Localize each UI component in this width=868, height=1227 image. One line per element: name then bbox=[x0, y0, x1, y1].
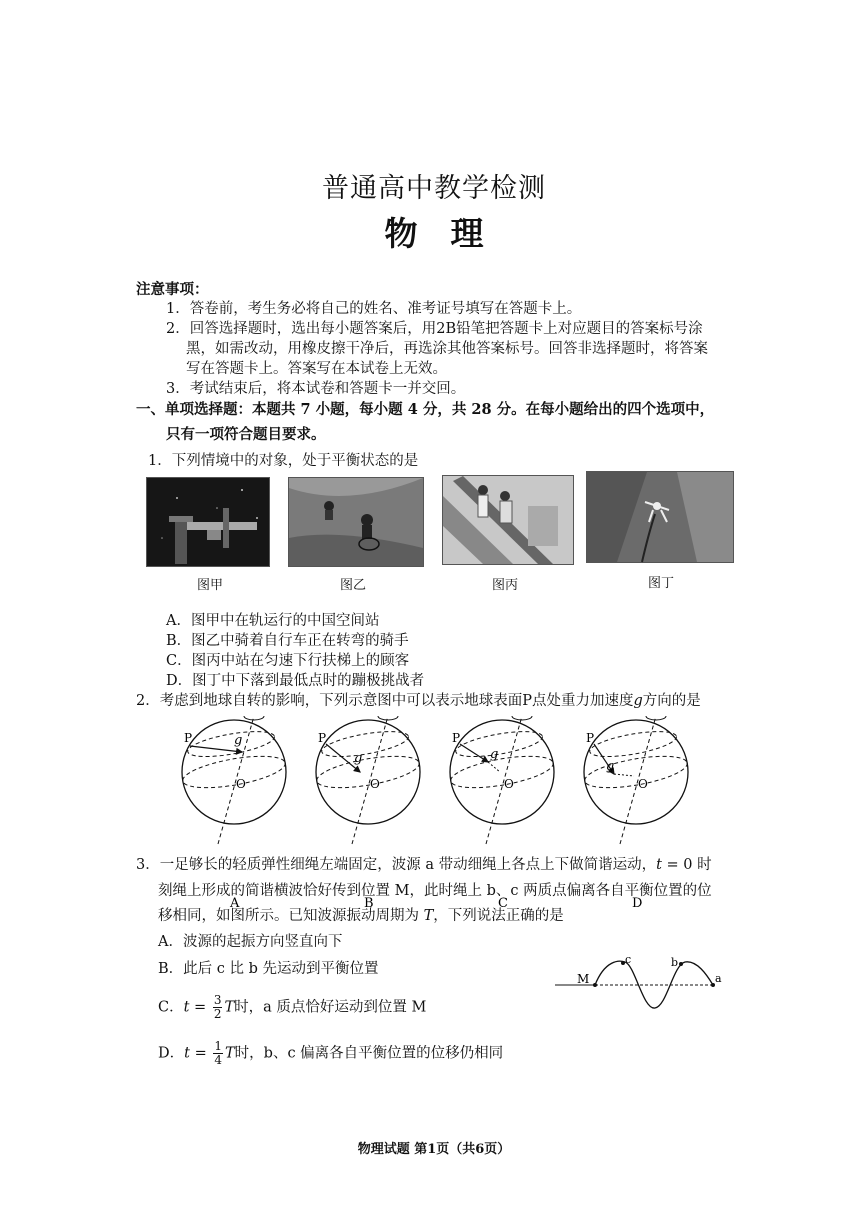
photo-caption-yi: 图乙 bbox=[340, 578, 367, 593]
q1-stem: 1．下列情境中的对象，处于平衡状态的是 bbox=[148, 453, 419, 469]
q3-stem-line2: 刻绳上形成的简谐横波恰好传到位置 M，此时绳上 b、c 两质点偏离各自平衡位置的位 bbox=[158, 883, 712, 899]
escalator-photo bbox=[442, 475, 574, 565]
wave-diagram bbox=[555, 950, 735, 1020]
q3-option-b: B．此后 c 比 b 先运动到平衡位置 bbox=[158, 961, 379, 977]
section-heading: 一、单项选择题：本题共 7 小题，每小题 4 分，共 28 分。在每小题给出的四个选项中， bbox=[136, 401, 715, 418]
fraction-one-quarter: $\frac{1}{4}$ bbox=[214, 1039, 222, 1067]
q3-option-c: C．t = $\frac{3}{2}$ T时，a 质点恰好运动到位置 M bbox=[158, 993, 427, 1021]
notice-item-2-cont: 黑，如需改动，用橡皮擦干净后，再选涂其他答案标号。回答非选择题时，将答案 bbox=[186, 341, 708, 357]
space-station-photo bbox=[146, 477, 270, 567]
q1-option-b: B．图乙中骑着自行车正在转弯的骑手 bbox=[166, 633, 409, 649]
svg-text:g: g bbox=[354, 751, 363, 766]
fraction-three-halves: $\frac{3}{2}$ bbox=[213, 993, 222, 1021]
wave-label-c: c bbox=[625, 953, 632, 966]
svg-text:P: P bbox=[586, 731, 595, 745]
label-o: O bbox=[236, 777, 246, 791]
q3-option-a: A．波源的起振方向竖直向下 bbox=[158, 934, 343, 950]
wave-label-m: M bbox=[577, 972, 590, 986]
q3-option-d: D．t = $\frac{1}{4}$ T时，b、c 偏离各自平衡位置的位移仍相同 bbox=[158, 1039, 504, 1067]
photo-caption-bing: 图丙 bbox=[492, 578, 519, 593]
svg-text:O: O bbox=[370, 777, 380, 791]
choice-c: C bbox=[498, 896, 508, 911]
notice-item-2-cont2: 写在答题卡上。答案写在本试卷上无效。 bbox=[186, 361, 447, 377]
q3-stem-line3: 移相同，如图所示。已知波源振动周期为 T，下列说法正确的是 bbox=[158, 908, 564, 924]
cyclists-photo bbox=[288, 477, 424, 567]
wave-label-a: a bbox=[715, 972, 722, 985]
svg-text:O: O bbox=[504, 777, 514, 791]
q1-option-c: C．图丙中站在匀速下行扶梯上的顾客 bbox=[166, 653, 410, 669]
choice-a: A bbox=[230, 896, 240, 911]
choice-d: D bbox=[632, 896, 643, 911]
label-p: P bbox=[184, 731, 193, 745]
svg-text:P: P bbox=[318, 731, 327, 745]
photo-caption-ding: 图丁 bbox=[648, 576, 675, 591]
svg-text:g: g bbox=[606, 759, 615, 774]
choice-b: B bbox=[364, 896, 374, 911]
q1-option-d: D．图丁中下落到最低点时的蹦极挑战者 bbox=[166, 673, 425, 689]
wave-label-b: b bbox=[671, 956, 679, 969]
bungee-photo bbox=[586, 471, 734, 563]
svg-text:g: g bbox=[490, 747, 499, 762]
exam-title: 普通高中教学检测 bbox=[322, 173, 546, 204]
notice-heading: 注意事项： bbox=[136, 281, 209, 298]
q3-stem-line1: 3．一足够长的轻质弹性细绳左端固定，波源 a 带动细绳上各点上下做简谐运动，t = 0 时 bbox=[136, 857, 712, 873]
page-footer: 物理试题 第1页（共6页） bbox=[357, 1142, 511, 1157]
svg-text:P: P bbox=[452, 731, 461, 745]
q2-stem: 2．考虑到地球自转的影响，下列示意图中可以表示地球表面P点处重力加速度g方向的是 bbox=[136, 693, 701, 709]
subject-title: 物 理 bbox=[384, 214, 484, 253]
photo-caption-jia: 图甲 bbox=[197, 578, 224, 593]
section-heading-cont: 只有一项符合题目要求。 bbox=[166, 426, 326, 443]
notice-item-1: 1．答卷前，考生务必将自己的姓名、准考证号填写在答题卡上。 bbox=[166, 301, 582, 317]
notice-item-2: 2．回答选择题时，选出每小题答案后，用2B铅笔把答题卡上对应题目的答案标号涂 bbox=[166, 321, 703, 337]
svg-text:O: O bbox=[638, 777, 648, 791]
label-g: g bbox=[234, 733, 243, 748]
q1-option-a: A．图甲中在轨运行的中国空间站 bbox=[166, 613, 380, 629]
notice-item-3: 3．考试结束后，将本试卷和答题卡一并交回。 bbox=[166, 381, 466, 397]
